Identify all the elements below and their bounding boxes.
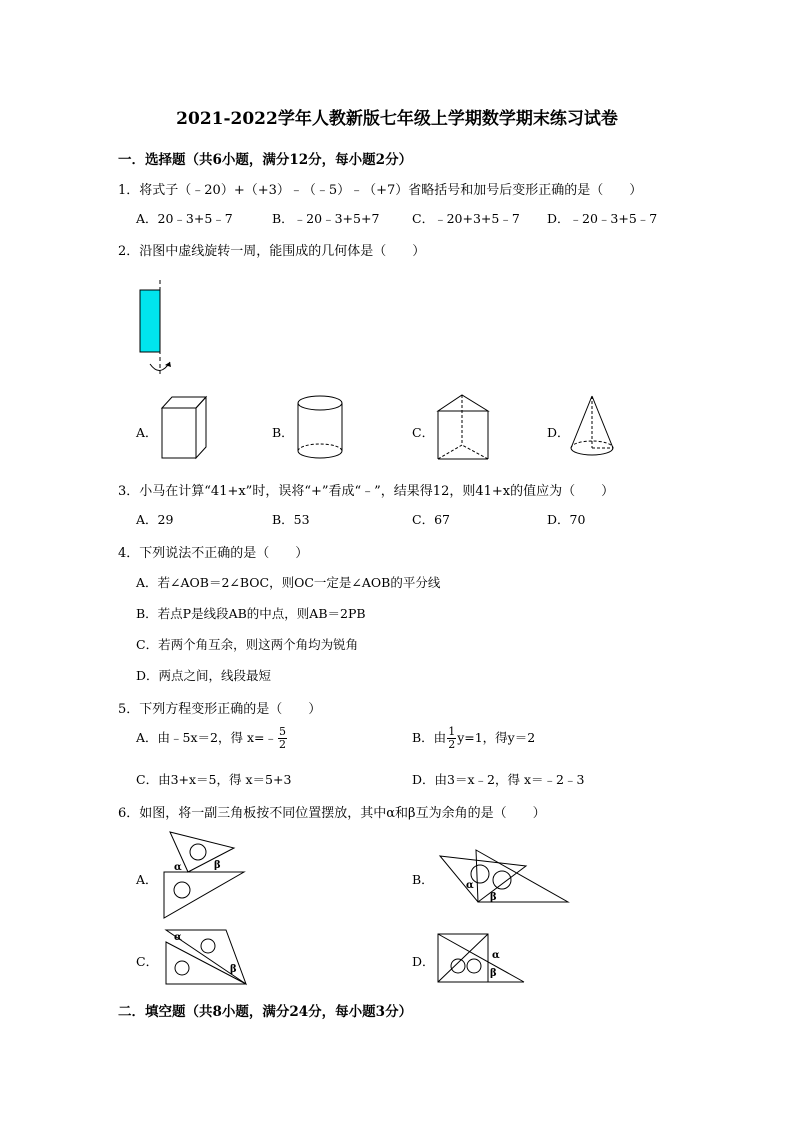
q1-option-d: D．﹣20﹣3+5﹣7	[547, 211, 658, 226]
alpha-label: α	[492, 950, 500, 961]
q5-b-text: B．由	[412, 730, 447, 745]
section-fill-heading: 二．填空题（共8小题，满分24分，每小题3分）	[118, 1004, 413, 1020]
question-3-stem: 3．小马在计算“41+x”时，误将“+”看成“﹣”，结果得12，则41+x的值应为（ ）	[118, 484, 615, 499]
q6-label-a: A．	[136, 872, 158, 887]
beta-label: β	[490, 892, 497, 903]
q2-label-a: A．	[136, 425, 158, 440]
q6-label-d: D．	[412, 954, 435, 969]
alpha-label: α	[466, 880, 474, 891]
q4-option-b: B．若点P是线段AB的中点，则AB＝2PB	[136, 606, 366, 621]
alpha-label: α	[174, 862, 182, 873]
beta-label: β	[230, 964, 237, 975]
q5-a-fraction: $\frac{5}{2}$	[278, 725, 286, 751]
page-title: 2021-2022学年人教新版七年级上学期数学期末练习试卷	[176, 109, 618, 129]
triangle-set-figure-c	[160, 922, 250, 988]
q2-label-d: D．	[547, 425, 570, 440]
q2-label-b: B．	[272, 425, 294, 440]
q1-option-a: A．20﹣3+5﹣7	[136, 211, 233, 226]
q5-option-a	[136, 726, 288, 751]
q2-label-c: C．	[412, 425, 435, 440]
beta-label: β	[214, 860, 221, 871]
cylinder-figure	[294, 393, 350, 463]
q3-option-b: B．53	[272, 512, 310, 527]
q5-a-text: A．由﹣5x＝2，得 x=﹣	[136, 730, 277, 745]
q1-option-c: C．﹣20+3+5﹣7	[412, 211, 520, 226]
q6-label-c: C．	[136, 954, 159, 969]
triangular-prism-figure	[432, 393, 492, 463]
q3-option-a: A．29	[136, 512, 174, 527]
beta-label: β	[490, 968, 497, 979]
section-choice-heading: 一．选择题（共6小题，满分12分，每小题2分）	[118, 152, 413, 168]
question-6-stem: 6．如图，将一副三角板按不同位置摆放，其中α和β互为余角的是（ ）	[118, 806, 546, 821]
question-5-stem: 5．下列方程变形正确的是（ ）	[118, 702, 322, 717]
cuboid-figure	[158, 392, 210, 462]
q5-b-text-after: y=1，得y＝2	[457, 730, 536, 745]
q5-option-b	[412, 726, 535, 751]
triangle-set-figure-d	[436, 928, 528, 986]
triangle-set-figure-b	[436, 844, 572, 906]
q4-option-d: D．两点之间，线段最短	[136, 668, 272, 683]
q5-b-fraction: $\frac{1}{2}$	[448, 725, 456, 751]
question-1-stem: 1．将式子（﹣20）+（+3）﹣（﹣5）﹣（+7）省略括号和加号后变形正确的是（ ）	[118, 183, 643, 198]
triangle-set-figure-a	[156, 828, 248, 922]
q4-option-c: C．若两个角互余，则这两个角均为锐角	[136, 637, 359, 652]
alpha-label: α	[174, 932, 182, 943]
cyan-rectangle	[140, 290, 160, 352]
q4-option-a: A．若∠AOB＝2∠BOC，则OC一定是∠AOB的平分线	[136, 575, 441, 590]
q6-label-b: B．	[412, 872, 434, 887]
cone-figure	[568, 394, 618, 464]
question-4-stem: 4．下列说法不正确的是（ ）	[118, 546, 309, 561]
q3-option-c: C．67	[412, 512, 450, 527]
question-2-stem: 2．沿图中虚线旋转一周，能围成的几何体是（ ）	[118, 244, 426, 259]
q3-option-d: D．70	[547, 512, 586, 527]
rotation-rectangle-figure	[134, 278, 184, 384]
q5-option-d: D．由3＝x﹣2，得 x＝﹣2﹣3	[412, 772, 585, 787]
q5-option-c: C．由3+x＝5，得 x＝5+3	[136, 772, 292, 787]
q1-option-b: B．﹣20﹣3+5+7	[272, 211, 380, 226]
